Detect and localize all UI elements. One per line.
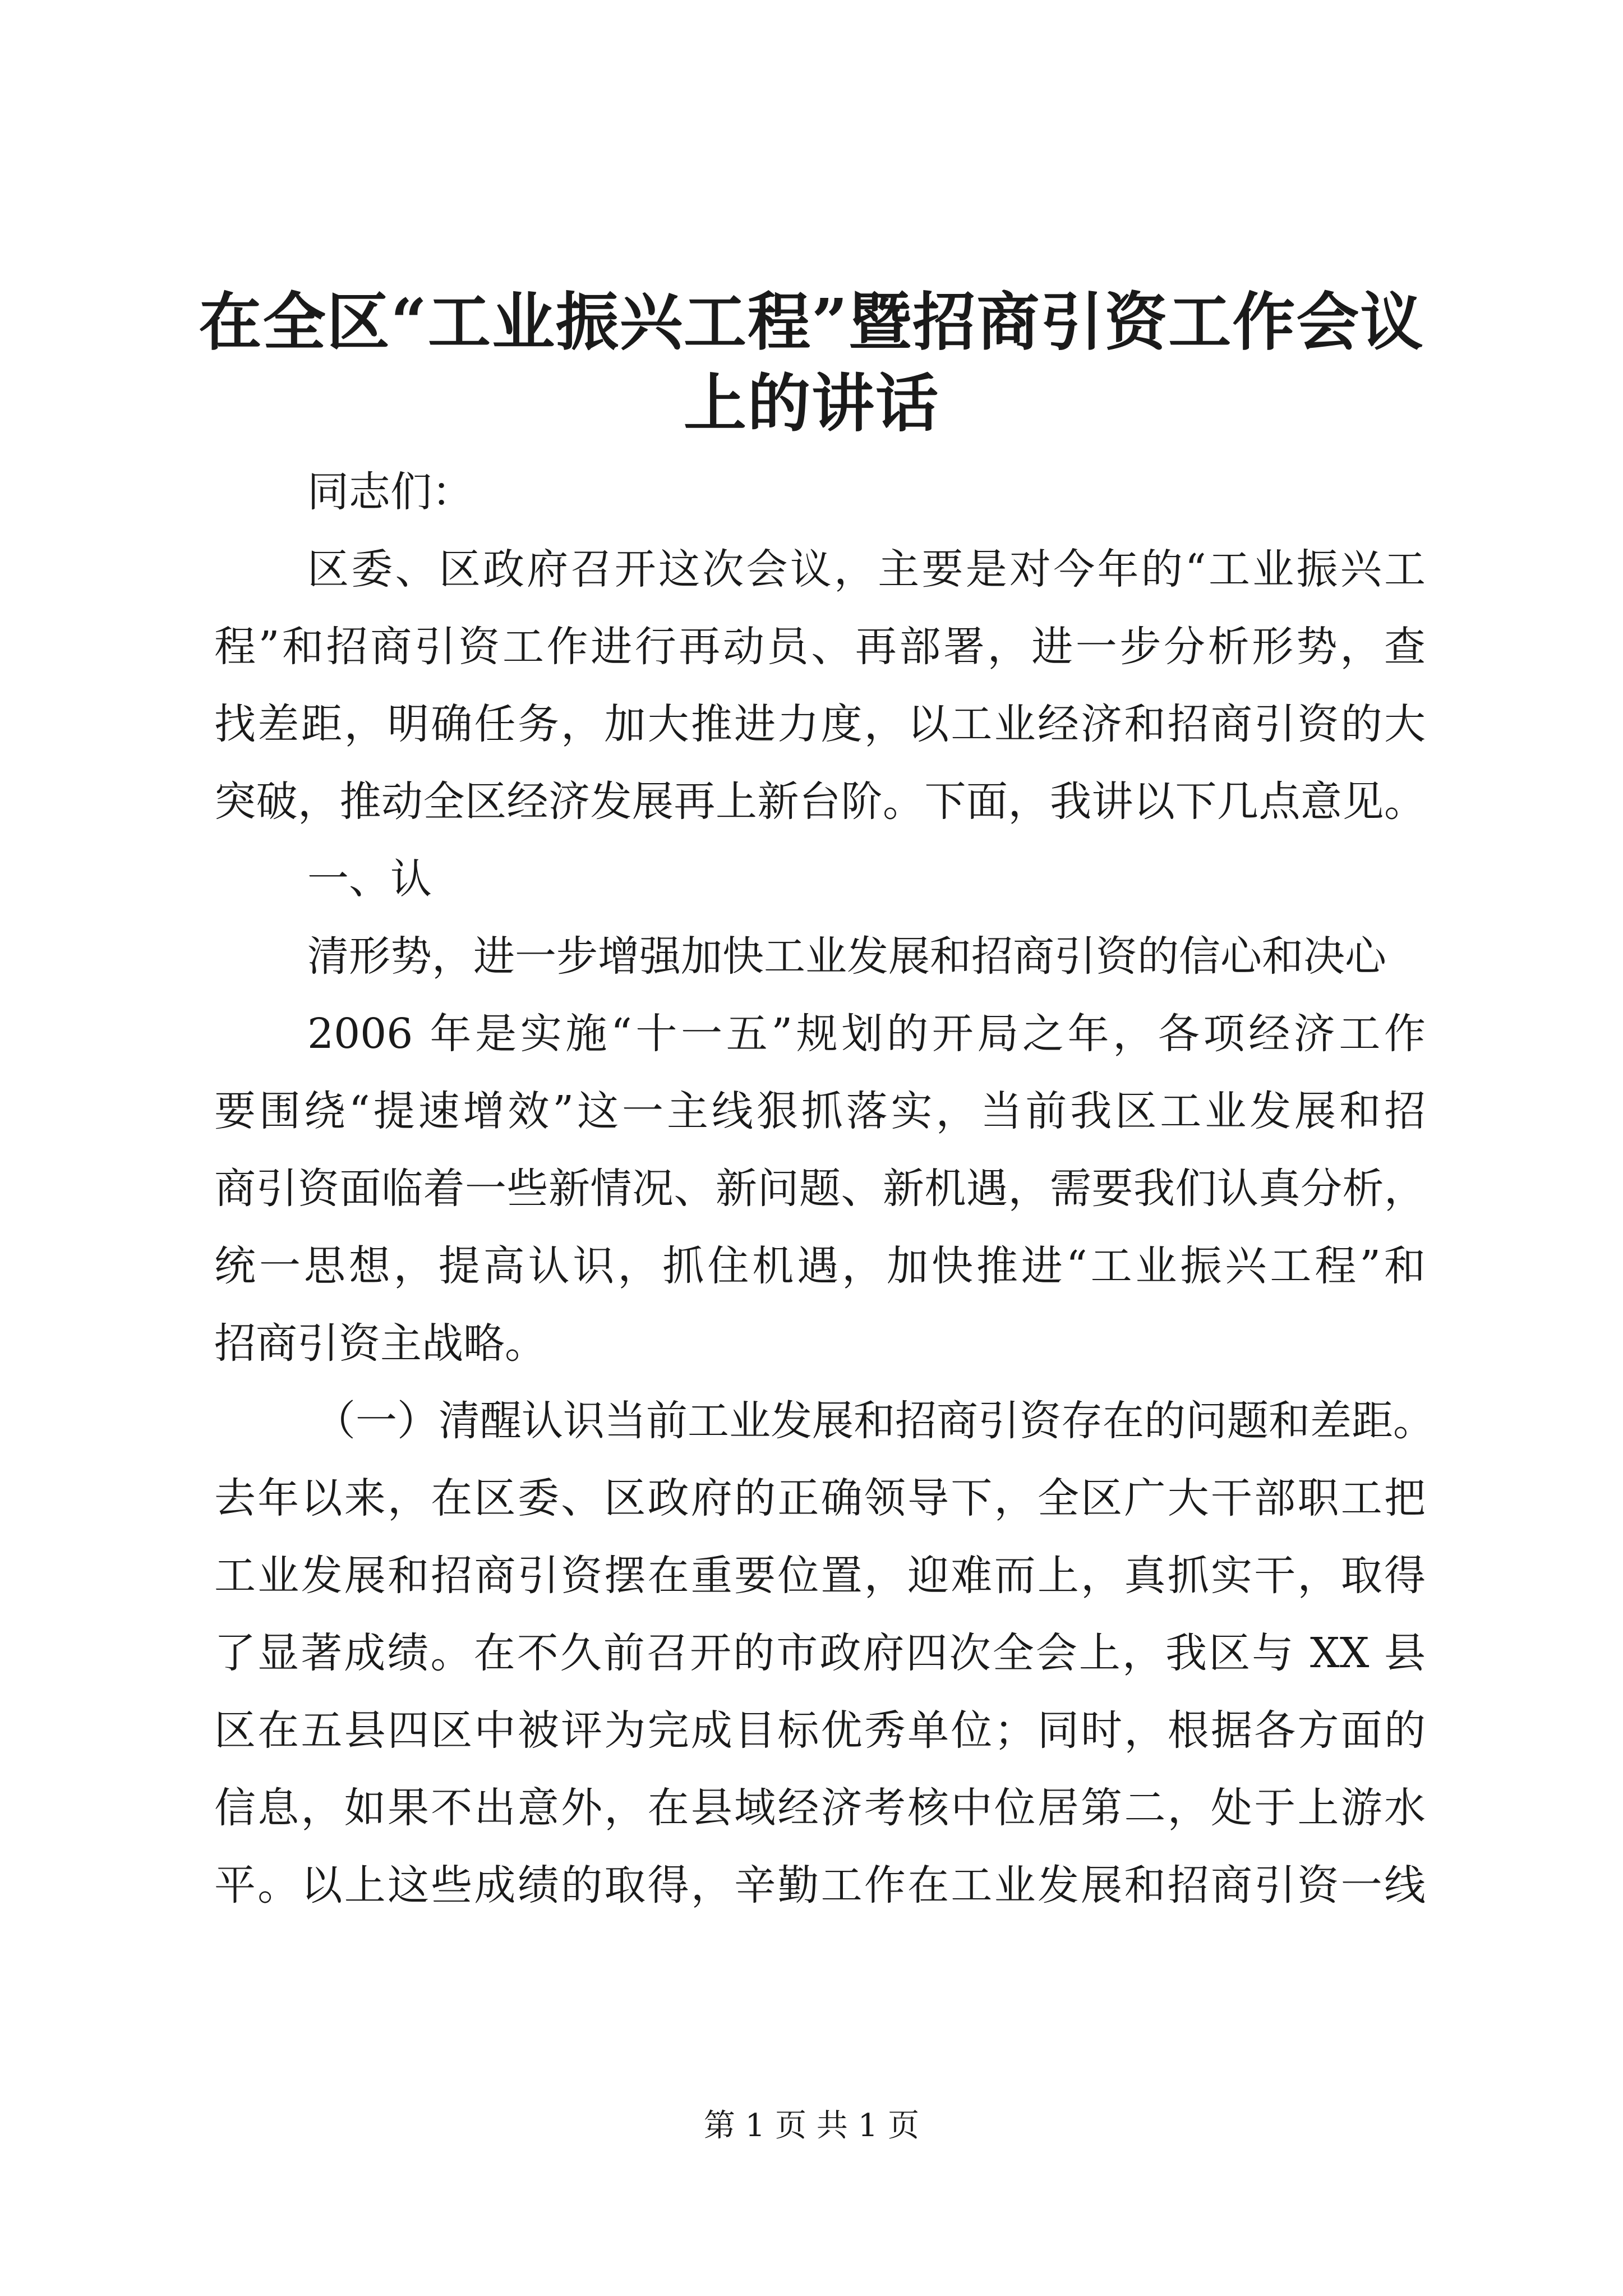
body-line: 区在五县四区中被评为完成目标优秀单位；同时，根据各方面的 [214, 1706, 1426, 1755]
body-line: 2006 年是实施“十一五”规划的开局之年，各项经济工作 [307, 1010, 1426, 1058]
body-line: 信息，如果不出意外，在县域经济考核中位居第二，处于上游水 [214, 1784, 1426, 1832]
document-title-line-1: 在全区“工业振兴工程”暨招商引资工作会议 [199, 286, 1424, 359]
body-line: 商引资面临着一些新情况、新问题、新机遇，需要我们认真分析， [214, 1165, 1426, 1213]
body-line: 区委、区政府召开这次会议，主要是对今年的“工业振兴工 [307, 545, 1426, 593]
body-line: 了显著成绩。在不久前召开的市政府四次全会上，我区与 XX 县 [214, 1629, 1426, 1677]
section-heading-part: 清形势，进一步增强加快工业发展和招商引资的信心和决心 [307, 932, 1386, 981]
body-line: 去年以来，在区委、区政府的正确领导下，全区广大干部职工把 [214, 1474, 1426, 1522]
body-line: 招商引资主战略。 [214, 1319, 546, 1368]
body-line: 统一思想，提高认识，抓住机遇，加快推进“工业振兴工程”和 [214, 1242, 1426, 1290]
body-line: 突破，推动全区经济发展再上新台阶。下面，我讲以下几点意见。 [214, 777, 1426, 826]
page-number-footer: 第 1 页 共 1 页 [703, 2108, 920, 2144]
subsection-heading: （一）清醒认识当前工业发展和招商引资存在的问题和差距。 [314, 1397, 1435, 1445]
body-line: 工业发展和招商引资摆在重要位置，迎难而上，真抓实干，取得 [214, 1552, 1426, 1600]
body-line: 找差距，明确任务，加大推进力度，以工业经济和招商引资的大 [214, 700, 1426, 748]
greeting: 同志们： [307, 468, 473, 516]
document-title-line-2: 上的讲话 [684, 367, 939, 440]
body-line: 平。以上这些成绩的取得，辛勤工作在工业发展和招商引资一线 [214, 1861, 1426, 1910]
section-heading-part: 一、认 [307, 855, 432, 903]
body-line: 要围绕“提速增效”这一主线狠抓落实，当前我区工业发展和招 [214, 1087, 1426, 1135]
body-line: 程”和招商引资工作进行再动员、再部署，进一步分析形势，查 [214, 623, 1426, 671]
